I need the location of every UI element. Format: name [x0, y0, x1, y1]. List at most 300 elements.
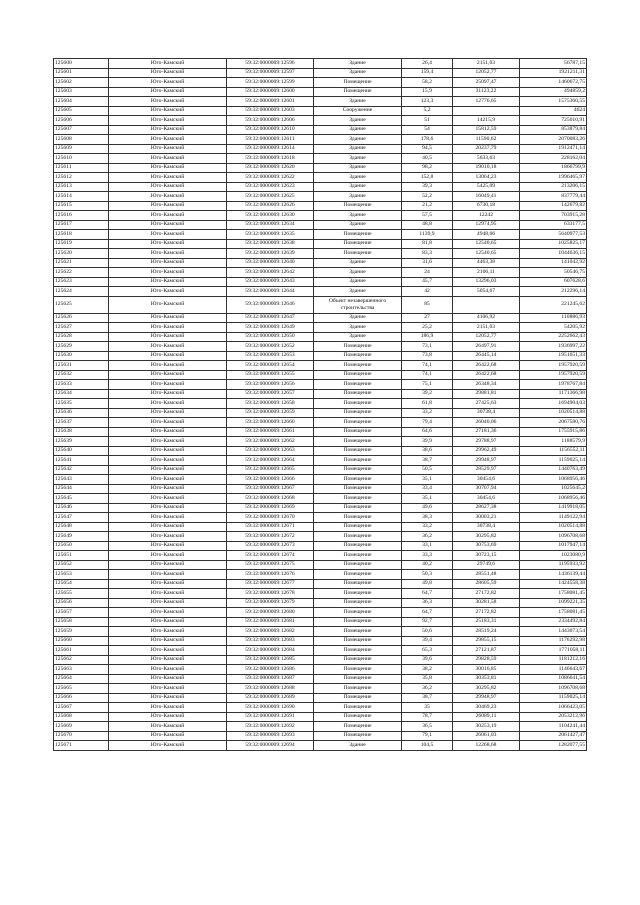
table-row	[54, 239, 587, 249]
table-row	[54, 579, 587, 589]
object-type-cell: Объект незавершенного строительства	[314, 296, 402, 313]
specific-value-cell: 28627,38	[453, 503, 520, 513]
district-cell: Юго-Камский	[109, 361, 227, 371]
table-row	[54, 332, 587, 342]
object-type-cell: Помещение	[314, 513, 402, 523]
cadastral-number-cell: 59:32:0000009:12630	[227, 211, 314, 221]
table-row	[54, 380, 587, 390]
specific-value-cell: 29828,59	[453, 655, 520, 665]
table-row	[54, 211, 587, 221]
specific-value-cell: 2151,03	[453, 59, 520, 69]
cadastral-value-cell: 494859,2	[520, 87, 587, 97]
specific-value-cell: 4106,92	[453, 313, 520, 323]
cadastral-value-cell: 1951651,33	[520, 351, 587, 361]
cadastral-value-cell: 1424558,38	[520, 579, 587, 589]
row-number-cell: 125645	[54, 494, 109, 504]
row-number-cell: 125651	[54, 551, 109, 561]
table-row	[54, 646, 587, 656]
cadastral-value-cell: 1159025,14	[520, 456, 587, 466]
area-cell: 26,4	[402, 59, 453, 69]
cadastral-value-cell: 1440763,49	[520, 465, 587, 475]
row-number-cell: 125616	[54, 211, 109, 221]
specific-value-cell: 28605,59	[453, 579, 520, 589]
table-row	[54, 741, 587, 751]
row-number-cell: 125638	[54, 427, 109, 437]
cadastral-value-cell: 703915,28	[520, 211, 587, 221]
cadastral-number-cell: 59:32:0000009:12601	[227, 97, 314, 107]
specific-value-cell: 26040,06	[453, 418, 520, 428]
table-row	[54, 693, 587, 703]
area-cell: 49,8	[402, 579, 453, 589]
specific-value-cell: 30723,15	[453, 551, 520, 561]
area-cell: 38,3	[402, 513, 453, 523]
object-type-cell: Здание	[314, 144, 402, 154]
specific-value-cell	[453, 296, 520, 313]
district-cell: Юго-Камский	[109, 475, 227, 485]
row-number-cell: 125621	[54, 258, 109, 268]
cadastral-number-cell: 59:32:0000009:12610	[227, 125, 314, 135]
district-cell: Юго-Камский	[109, 116, 227, 126]
table-row	[54, 522, 587, 532]
district-cell: Юго-Камский	[109, 589, 227, 599]
row-number-cell: 125660	[54, 636, 109, 646]
area-cell: 78,7	[402, 712, 453, 722]
specific-value-cell: 27121,87	[453, 646, 520, 656]
specific-value-cell: 30353,81	[453, 674, 520, 684]
table-row	[54, 541, 587, 551]
cadastral-value-cell: 1912471,14	[520, 144, 587, 154]
cadastral-value-cell: 1755915,86	[520, 427, 587, 437]
cadastral-number-cell: 59:32:0000009:12669	[227, 503, 314, 513]
area-cell: 50,3	[402, 570, 453, 580]
object-type-cell: Помещение	[314, 418, 402, 428]
cadastral-value-cell: 212296,14	[520, 287, 587, 297]
table-row	[54, 97, 587, 107]
specific-value-cell: 27172,82	[453, 589, 520, 599]
district-cell: Юго-Камский	[109, 144, 227, 154]
area-cell: 152,8	[402, 173, 453, 183]
area-cell: 33,3	[402, 551, 453, 561]
table-row	[54, 446, 587, 456]
cadastral-value-cell: 1023080,9	[520, 551, 587, 561]
cadastral-number-cell: 59:32:0000009:12606	[227, 116, 314, 126]
table-row	[54, 173, 587, 183]
specific-value-cell: 25097,47	[453, 78, 520, 88]
area-cell: 48,8	[402, 220, 453, 230]
cadastral-value-cell: 1044636,15	[520, 249, 587, 259]
district-cell: Юго-Камский	[109, 220, 227, 230]
object-type-cell: Помещение	[314, 475, 402, 485]
cadastral-number-cell: 59:32:0000009:12673	[227, 541, 314, 551]
row-number-cell: 125608	[54, 135, 109, 145]
table-row	[54, 78, 587, 88]
cadastral-number-cell: 59:32:0000009:12682	[227, 627, 314, 637]
specific-value-cell: 28519,24	[453, 627, 520, 637]
cadastral-number-cell: 59:32:0000009:12618	[227, 154, 314, 164]
cadastral-value-cell: 56787,15	[520, 59, 587, 69]
cadastral-value-cell: 1017947,14	[520, 541, 587, 551]
cadastral-value-cell: 1771058,11	[520, 646, 587, 656]
table-row	[54, 475, 587, 485]
cadastral-number-cell: 59:32:0000009:12658	[227, 399, 314, 409]
object-type-cell: Помещение	[314, 579, 402, 589]
row-number-cell: 125628	[54, 332, 109, 342]
table-row	[54, 313, 587, 323]
district-cell: Юго-Камский	[109, 513, 227, 523]
district-cell: Юго-Камский	[109, 399, 227, 409]
area-cell: 5,2	[402, 106, 453, 116]
table-row	[54, 665, 587, 675]
specific-value-cell: 26422,68	[453, 361, 520, 371]
cadastral-value-cell: 1866799,9	[520, 163, 587, 173]
cadastral-value-cell: 141042,92	[520, 258, 587, 268]
row-number-cell: 125619	[54, 239, 109, 249]
table-row	[54, 456, 587, 466]
object-type-cell: Помещение	[314, 703, 402, 713]
cadastral-number-cell: 59:32:0000009:12664	[227, 456, 314, 466]
specific-value-cell: 29881,81	[453, 389, 520, 399]
specific-value-cell: 30707,94	[453, 484, 520, 494]
cadastral-number-cell: 59:32:0000009:12643	[227, 277, 314, 287]
object-type-cell: Помещение	[314, 674, 402, 684]
row-number-cell: 125635	[54, 399, 109, 409]
row-number-cell: 125671	[54, 741, 109, 751]
cadastral-value-cell: 1996465,97	[520, 173, 587, 183]
district-cell: Юго-Камский	[109, 182, 227, 192]
cadastral-number-cell: 59:32:0000009:12660	[227, 418, 314, 428]
area-cell: 64,7	[402, 589, 453, 599]
cadastral-value-cell: 1096708,68	[520, 532, 587, 542]
cadastral-value-cell: 2061427,47	[520, 731, 587, 741]
specific-value-cell: 13064,23	[453, 173, 520, 183]
district-cell: Юго-Камский	[109, 608, 227, 618]
district-cell: Юго-Камский	[109, 173, 227, 183]
area-cell: 24	[402, 268, 453, 278]
row-number-cell: 125670	[54, 731, 109, 741]
district-cell: Юго-Камский	[109, 68, 227, 78]
row-number-cell: 125609	[54, 144, 109, 154]
cadastral-number-cell: 59:32:0000009:12623	[227, 182, 314, 192]
object-type-cell: Помещение	[314, 484, 402, 494]
district-cell: Юго-Камский	[109, 296, 227, 313]
cadastral-number-cell: 59:32:0000009:12681	[227, 617, 314, 627]
table-row	[54, 351, 587, 361]
cadastral-value-cell: 1936997,22	[520, 342, 587, 352]
area-cell: 39,2	[402, 389, 453, 399]
table-row	[54, 731, 587, 741]
district-cell: Юго-Камский	[109, 97, 227, 107]
row-number-cell: 125658	[54, 617, 109, 627]
object-type-cell: Помещение	[314, 627, 402, 637]
row-number-cell: 125613	[54, 182, 109, 192]
table-row	[54, 192, 587, 202]
specific-value-cell: 2106,11	[453, 268, 520, 278]
cadastral-number-cell: 59:32:0000009:12694	[227, 741, 314, 751]
row-number-cell: 125657	[54, 608, 109, 618]
row-number-cell: 125659	[54, 627, 109, 637]
cadastral-value-cell: 1066423,05	[520, 703, 587, 713]
row-number-cell: 125664	[54, 674, 109, 684]
cadastral-value-cell: 2070083,26	[520, 135, 587, 145]
area-cell: 33,4	[402, 484, 453, 494]
object-type-cell: Здание	[314, 323, 402, 333]
area-cell: 123,3	[402, 97, 453, 107]
district-cell: Юго-Камский	[109, 135, 227, 145]
area-cell: 54	[402, 125, 453, 135]
row-number-cell: 125607	[54, 125, 109, 135]
district-cell: Юго-Камский	[109, 456, 227, 466]
cadastral-value-cell: 2252662,43	[520, 332, 587, 342]
area-cell: 83,3	[402, 249, 453, 259]
cadastral-value-cell: 1086641,54	[520, 674, 587, 684]
cadastral-number-cell: 59:32:0000009:12667	[227, 484, 314, 494]
table-row	[54, 287, 587, 297]
area-cell: 21,2	[402, 201, 453, 211]
row-number-cell: 125612	[54, 173, 109, 183]
cadastral-value-cell: 2334492,84	[520, 617, 587, 627]
cadastral-value-cell: 725010,91	[520, 116, 587, 126]
cadastral-number-cell: 59:32:0000009:12638	[227, 239, 314, 249]
cadastral-value-cell: 1096708,68	[520, 684, 587, 694]
area-cell: 79,1	[402, 731, 453, 741]
area-cell: 39,3	[402, 182, 453, 192]
cadastral-number-cell: 59:32:0000009:12640	[227, 258, 314, 268]
area-cell: 36,5	[402, 722, 453, 732]
area-cell: 35	[402, 703, 453, 713]
area-cell: 85	[402, 296, 453, 313]
cadastral-number-cell: 59:32:0000009:12639	[227, 249, 314, 259]
cadastral-value-cell: 1957920,59	[520, 370, 587, 380]
row-number-cell: 125654	[54, 579, 109, 589]
area-cell: 31,6	[402, 258, 453, 268]
table-row	[54, 59, 587, 69]
district-cell: Юго-Камский	[109, 484, 227, 494]
specific-value-cell: 28529,97	[453, 465, 520, 475]
district-cell: Юго-Камский	[109, 249, 227, 259]
row-number-cell: 125640	[54, 446, 109, 456]
table-row	[54, 182, 587, 192]
row-number-cell: 125632	[54, 370, 109, 380]
cadastral-number-cell: 59:32:0000009:12689	[227, 693, 314, 703]
row-number-cell: 125662	[54, 655, 109, 665]
cadastral-number-cell: 59:32:0000009:12650	[227, 332, 314, 342]
district-cell: Юго-Камский	[109, 731, 227, 741]
object-type-cell: Здание	[314, 220, 402, 230]
cadastral-value-cell: 221245,62	[520, 296, 587, 313]
district-cell: Юго-Камский	[109, 541, 227, 551]
object-type-cell: Помещение	[314, 239, 402, 249]
specific-value-cell: 19010,18	[453, 163, 520, 173]
area-cell: 92,7	[402, 617, 453, 627]
table-row	[54, 551, 587, 561]
specific-value-cell: 30469,23	[453, 703, 520, 713]
cadastral-value-cell: 1443073,54	[520, 627, 587, 637]
table-row	[54, 655, 587, 665]
cadastral-value-cell: 1025645,2	[520, 484, 587, 494]
row-number-cell: 125643	[54, 475, 109, 485]
cadastral-number-cell: 59:32:0000009:12692	[227, 722, 314, 732]
district-cell: Юго-Камский	[109, 627, 227, 637]
district-cell: Юго-Камский	[109, 230, 227, 240]
specific-value-cell: 30454,6	[453, 494, 520, 504]
cadastral-value-cell: 1921211,31	[520, 68, 587, 78]
cadastral-number-cell: 59:32:0000009:12611	[227, 135, 314, 145]
table-row	[54, 399, 587, 409]
district-cell: Юго-Камский	[109, 323, 227, 333]
area-cell: 40,2	[402, 560, 453, 570]
district-cell: Юго-Камский	[109, 163, 227, 173]
cadastral-value-cell: 1159025,14	[520, 693, 587, 703]
district-cell: Юго-Камский	[109, 389, 227, 399]
object-type-cell: Здание	[314, 277, 402, 287]
table-row	[54, 230, 587, 240]
cadastral-value-cell: 213206,15	[520, 182, 587, 192]
area-cell: 33,2	[402, 408, 453, 418]
table-row	[54, 703, 587, 713]
row-number-cell: 125666	[54, 693, 109, 703]
table-row	[54, 627, 587, 637]
table-row	[54, 674, 587, 684]
cadastral-value-cell: 607628,6	[520, 277, 587, 287]
table-row	[54, 144, 587, 154]
specific-value-cell: 29855,15	[453, 636, 520, 646]
row-number-cell: 125653	[54, 570, 109, 580]
cadastral-value-cell: 54205,92	[520, 323, 587, 333]
specific-value-cell	[453, 106, 520, 116]
table-row	[54, 465, 587, 475]
cadastral-number-cell: 59:32:0000009:12678	[227, 589, 314, 599]
table-row	[54, 427, 587, 437]
object-type-cell: Помещение	[314, 712, 402, 722]
object-type-cell: Помещение	[314, 665, 402, 675]
district-cell: Юго-Камский	[109, 87, 227, 97]
district-cell: Юго-Камский	[109, 465, 227, 475]
district-cell: Юго-Камский	[109, 532, 227, 542]
district-cell: Юго-Камский	[109, 494, 227, 504]
object-type-cell: Помещение	[314, 87, 402, 97]
district-cell: Юго-Камский	[109, 579, 227, 589]
cadastral-number-cell: 59:32:0000009:12647	[227, 313, 314, 323]
row-number-cell: 125636	[54, 408, 109, 418]
cadastral-number-cell: 59:32:0000009:12675	[227, 560, 314, 570]
area-cell: 57,5	[402, 211, 453, 221]
district-cell: Юго-Камский	[109, 370, 227, 380]
cadastral-value-cell: 1694904,03	[520, 399, 587, 409]
cadastral-number-cell: 59:32:0000009:12676	[227, 570, 314, 580]
object-type-cell: Помещение	[314, 532, 402, 542]
cadastral-number-cell: 59:32:0000009:12626	[227, 201, 314, 211]
specific-value-cell: 12268,68	[453, 741, 520, 751]
table-row	[54, 220, 587, 230]
object-type-cell: Помещение	[314, 437, 402, 447]
object-type-cell: Помещение	[314, 361, 402, 371]
object-type-cell: Помещение	[314, 408, 402, 418]
cadastral-value-cell: 1020514,88	[520, 408, 587, 418]
row-number-cell: 125611	[54, 163, 109, 173]
object-type-cell: Помещение	[314, 608, 402, 618]
cadastral-number-cell: 59:32:0000009:12685	[227, 655, 314, 665]
area-cell: 27	[402, 313, 453, 323]
district-cell: Юго-Камский	[109, 503, 227, 513]
cadastral-number-cell: 59:32:0000009:12663	[227, 446, 314, 456]
specific-value-cell: 27181,36	[453, 427, 520, 437]
district-cell: Юго-Камский	[109, 332, 227, 342]
cadastral-value-cell: 142679,82	[520, 201, 587, 211]
area-cell: 38,7	[402, 456, 453, 466]
cadastral-number-cell: 59:32:0000009:12668	[227, 494, 314, 504]
table-row	[54, 722, 587, 732]
district-cell: Юго-Камский	[109, 59, 227, 69]
cadastral-value-cell: 1181212,16	[520, 655, 587, 665]
object-type-cell: Помещение	[314, 570, 402, 580]
cadastral-number-cell: 59:32:0000009:12659	[227, 408, 314, 418]
cadastral-value-cell: 1149122,94	[520, 513, 587, 523]
specific-value-cell: 13296,03	[453, 277, 520, 287]
cadastral-number-cell: 59:32:0000009:12597	[227, 68, 314, 78]
district-cell: Юго-Камский	[109, 665, 227, 675]
specific-value-cell: 30281,58	[453, 598, 520, 608]
row-number-cell: 125644	[54, 484, 109, 494]
table-row	[54, 598, 587, 608]
area-cell: 35,1	[402, 494, 453, 504]
specific-value-cell: 26348,34	[453, 380, 520, 390]
area-cell: 74,1	[402, 370, 453, 380]
cadastral-number-cell: 59:32:0000009:12656	[227, 380, 314, 390]
row-number-cell: 125604	[54, 97, 109, 107]
cadastral-value-cell: 1575360,55	[520, 97, 587, 107]
object-type-cell: Помещение	[314, 230, 402, 240]
cadastral-number-cell: 59:32:0000009:12654	[227, 361, 314, 371]
specific-value-cell: 5633,63	[453, 154, 520, 164]
object-type-cell: Здание	[314, 192, 402, 202]
cadastral-value-cell: 1758081,45	[520, 589, 587, 599]
object-type-cell: Здание	[314, 211, 402, 221]
area-cell: 61,8	[402, 399, 453, 409]
cadastral-value-cell: 1104241,44	[520, 722, 587, 732]
specific-value-cell: 12540,65	[453, 239, 520, 249]
object-type-cell: Здание	[314, 173, 402, 183]
specific-value-cell: 4948,66	[453, 230, 520, 240]
area-cell: 64,7	[402, 608, 453, 618]
object-type-cell: Помещение	[314, 551, 402, 561]
row-number-cell: 125639	[54, 437, 109, 447]
area-cell: 1139,9	[402, 230, 453, 240]
area-cell: 38,2	[402, 665, 453, 675]
object-type-cell: Помещение	[314, 249, 402, 259]
object-type-cell: Здание	[314, 258, 402, 268]
cadastral-number-cell: 59:32:0000009:12690	[227, 703, 314, 713]
specific-value-cell: 12540,65	[453, 249, 520, 259]
row-number-cell: 125631	[54, 361, 109, 371]
cadastral-number-cell: 59:32:0000009:12655	[227, 370, 314, 380]
district-cell: Юго-Камский	[109, 268, 227, 278]
area-cell: 98,2	[402, 163, 453, 173]
object-type-cell: Помещение	[314, 465, 402, 475]
district-cell: Юго-Камский	[109, 722, 227, 732]
object-type-cell: Помещение	[314, 201, 402, 211]
cadastral-value-cell: 1171366,98	[520, 389, 587, 399]
district-cell: Юго-Камский	[109, 693, 227, 703]
cadastral-number-cell: 59:32:0000009:12686	[227, 665, 314, 675]
object-type-cell: Помещение	[314, 389, 402, 399]
area-cell: 39,9	[402, 437, 453, 447]
area-cell: 36,3	[402, 598, 453, 608]
object-type-cell: Помещение	[314, 522, 402, 532]
table-row	[54, 617, 587, 627]
object-type-cell: Помещение	[314, 370, 402, 380]
district-cell: Юго-Камский	[109, 351, 227, 361]
cadastral-number-cell: 59:32:0000009:12622	[227, 173, 314, 183]
